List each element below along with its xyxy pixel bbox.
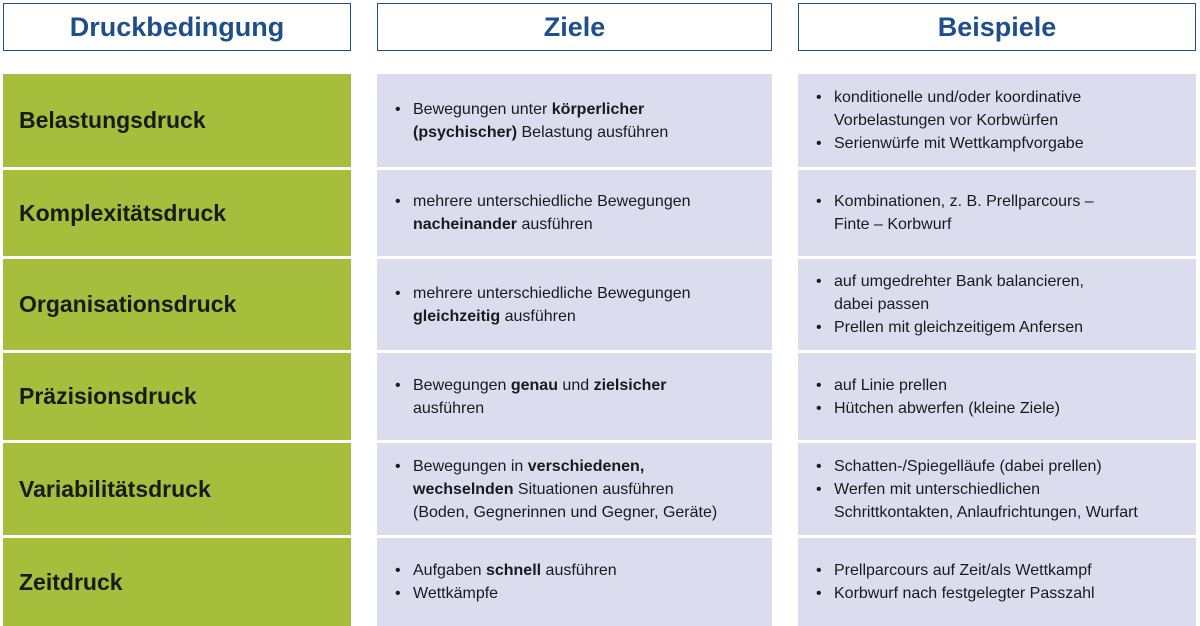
header-druckbedingung: Druckbedingung <box>3 3 351 51</box>
bullet-icon: • <box>816 273 822 290</box>
beispiele-cell <box>798 443 1196 535</box>
beispiele-item-text: konditionelle und/oder koordinative Vorbelastungen vor Korbwürfen <box>834 89 1082 129</box>
ziele-item <box>391 98 668 144</box>
bullet-icon: • <box>816 480 822 498</box>
row-label-variabilitätsdruck: Variabilitätsdruck <box>3 443 351 535</box>
beispiele-cell <box>798 170 1196 256</box>
beispiele-list <box>812 374 1060 420</box>
ziele-cell <box>377 74 772 167</box>
row-label-komplexitätsdruck: Komplexitätsdruck <box>3 170 351 256</box>
beispiele-item-text: auf umgedrehter Bank balancieren, dabei passen <box>834 273 1084 313</box>
beispiele-item <box>812 582 1095 605</box>
beispiele-item <box>812 132 1084 155</box>
beispiele-item-text: Kombinationen, z. B. Prellparcours – Finte – Korbwurf <box>834 193 1094 233</box>
bullet-icon: • <box>395 562 401 579</box>
ziele-cell <box>377 259 772 350</box>
header-beispiele: Beispiele <box>798 3 1196 51</box>
row-label-organisationsdruck: Organisationsdruck <box>3 259 351 350</box>
beispiele-item <box>812 374 1060 397</box>
ziele-cell <box>377 538 772 626</box>
bullet-icon: • <box>395 193 401 210</box>
ziele-cell <box>377 170 772 256</box>
beispiele-list <box>812 270 1084 339</box>
beispiele-item-text: Prellparcours auf Zeit/als Wettkampf <box>834 562 1092 579</box>
ziele-item-text: mehrere unterschiedliche Bewegungen gleichzeitig ausführen <box>413 284 691 325</box>
bullet-icon: • <box>816 319 822 336</box>
beispiele-item <box>812 397 1060 420</box>
bullet-icon: • <box>395 284 401 302</box>
header-ziele: Ziele <box>377 3 772 51</box>
ziele-item-text: Bewegungen unter körperlicher (psychischer) Belastung ausführen <box>413 100 669 141</box>
ziele-list <box>391 374 667 420</box>
ziele-item-text: Bewegungen genau und zielsicher ausführen <box>413 376 667 417</box>
bullet-icon: • <box>395 585 401 602</box>
beispiele-item <box>812 559 1095 582</box>
ziele-cell <box>377 353 772 440</box>
beispiele-item-text: Serienwürfe mit Wettkampfvorgabe <box>834 135 1084 152</box>
bullet-icon: • <box>395 376 401 394</box>
bullet-icon: • <box>816 89 822 106</box>
ziele-item <box>391 282 691 328</box>
beispiele-cell <box>798 538 1196 626</box>
beispiele-item <box>812 190 1094 236</box>
ziele-cell <box>377 443 772 535</box>
bullet-icon: • <box>395 457 401 475</box>
ziele-item <box>391 190 691 236</box>
bullet-icon: • <box>816 399 822 417</box>
ziele-item <box>391 455 717 524</box>
ziele-list <box>391 98 668 144</box>
bullet-icon: • <box>395 100 401 118</box>
beispiele-item <box>812 86 1084 132</box>
beispiele-item-text: Werfen mit unterschiedlichen Schrittkontakten, Anlaufrichtungen, Wurfart <box>834 480 1138 521</box>
ziele-item <box>391 559 617 582</box>
ziele-list <box>391 559 617 605</box>
beispiele-item-text: Schatten-/Spiegelläufe (dabei prellen) <box>834 457 1102 475</box>
ziele-item-text: Wettkämpfe <box>413 585 499 602</box>
beispiele-cell <box>798 353 1196 440</box>
row-label-belastungsdruck: Belastungsdruck <box>3 74 351 167</box>
ziele-item-text: mehrere unterschiedliche Bewegungen nacheinander ausführen <box>413 193 691 233</box>
beispiele-list <box>812 455 1138 524</box>
beispiele-item-text: Prellen mit gleichzeitigem Anfersen <box>834 319 1084 336</box>
ziele-list <box>391 190 691 236</box>
beispiele-item <box>812 270 1084 316</box>
bullet-icon: • <box>816 562 822 579</box>
ziele-item-text: Aufgaben schnell ausführen <box>413 562 617 579</box>
beispiele-item <box>812 478 1138 524</box>
beispiele-list <box>812 190 1094 236</box>
beispiele-item-text: Hütchen abwerfen (kleine Ziele) <box>834 399 1060 417</box>
beispiele-cell <box>798 259 1196 350</box>
ziele-item-text: Bewegungen in verschiedenen, wechselnden Situationen ausführen (Boden, Gegnerinnen und Gegner, Geräte) <box>413 457 718 521</box>
bullet-icon: • <box>816 193 822 210</box>
beispiele-item-text: Korbwurf nach festgelegter Passzahl <box>834 585 1095 602</box>
bullet-icon: • <box>816 457 822 475</box>
bullet-icon: • <box>816 585 822 602</box>
row-label-präzisionsdruck: Präzisionsdruck <box>3 353 351 440</box>
bullet-icon: • <box>816 135 822 152</box>
ziele-item <box>391 374 667 420</box>
ziele-list <box>391 455 717 524</box>
beispiele-item-text: auf Linie prellen <box>834 376 947 394</box>
beispiele-item <box>812 316 1084 339</box>
beispiele-list <box>812 86 1084 155</box>
row-label-zeitdruck: Zeitdruck <box>3 538 351 626</box>
beispiele-list <box>812 559 1095 605</box>
beispiele-item <box>812 455 1138 478</box>
bullet-icon: • <box>816 376 822 394</box>
beispiele-cell <box>798 74 1196 167</box>
ziele-list <box>391 282 691 328</box>
ziele-item <box>391 582 617 605</box>
